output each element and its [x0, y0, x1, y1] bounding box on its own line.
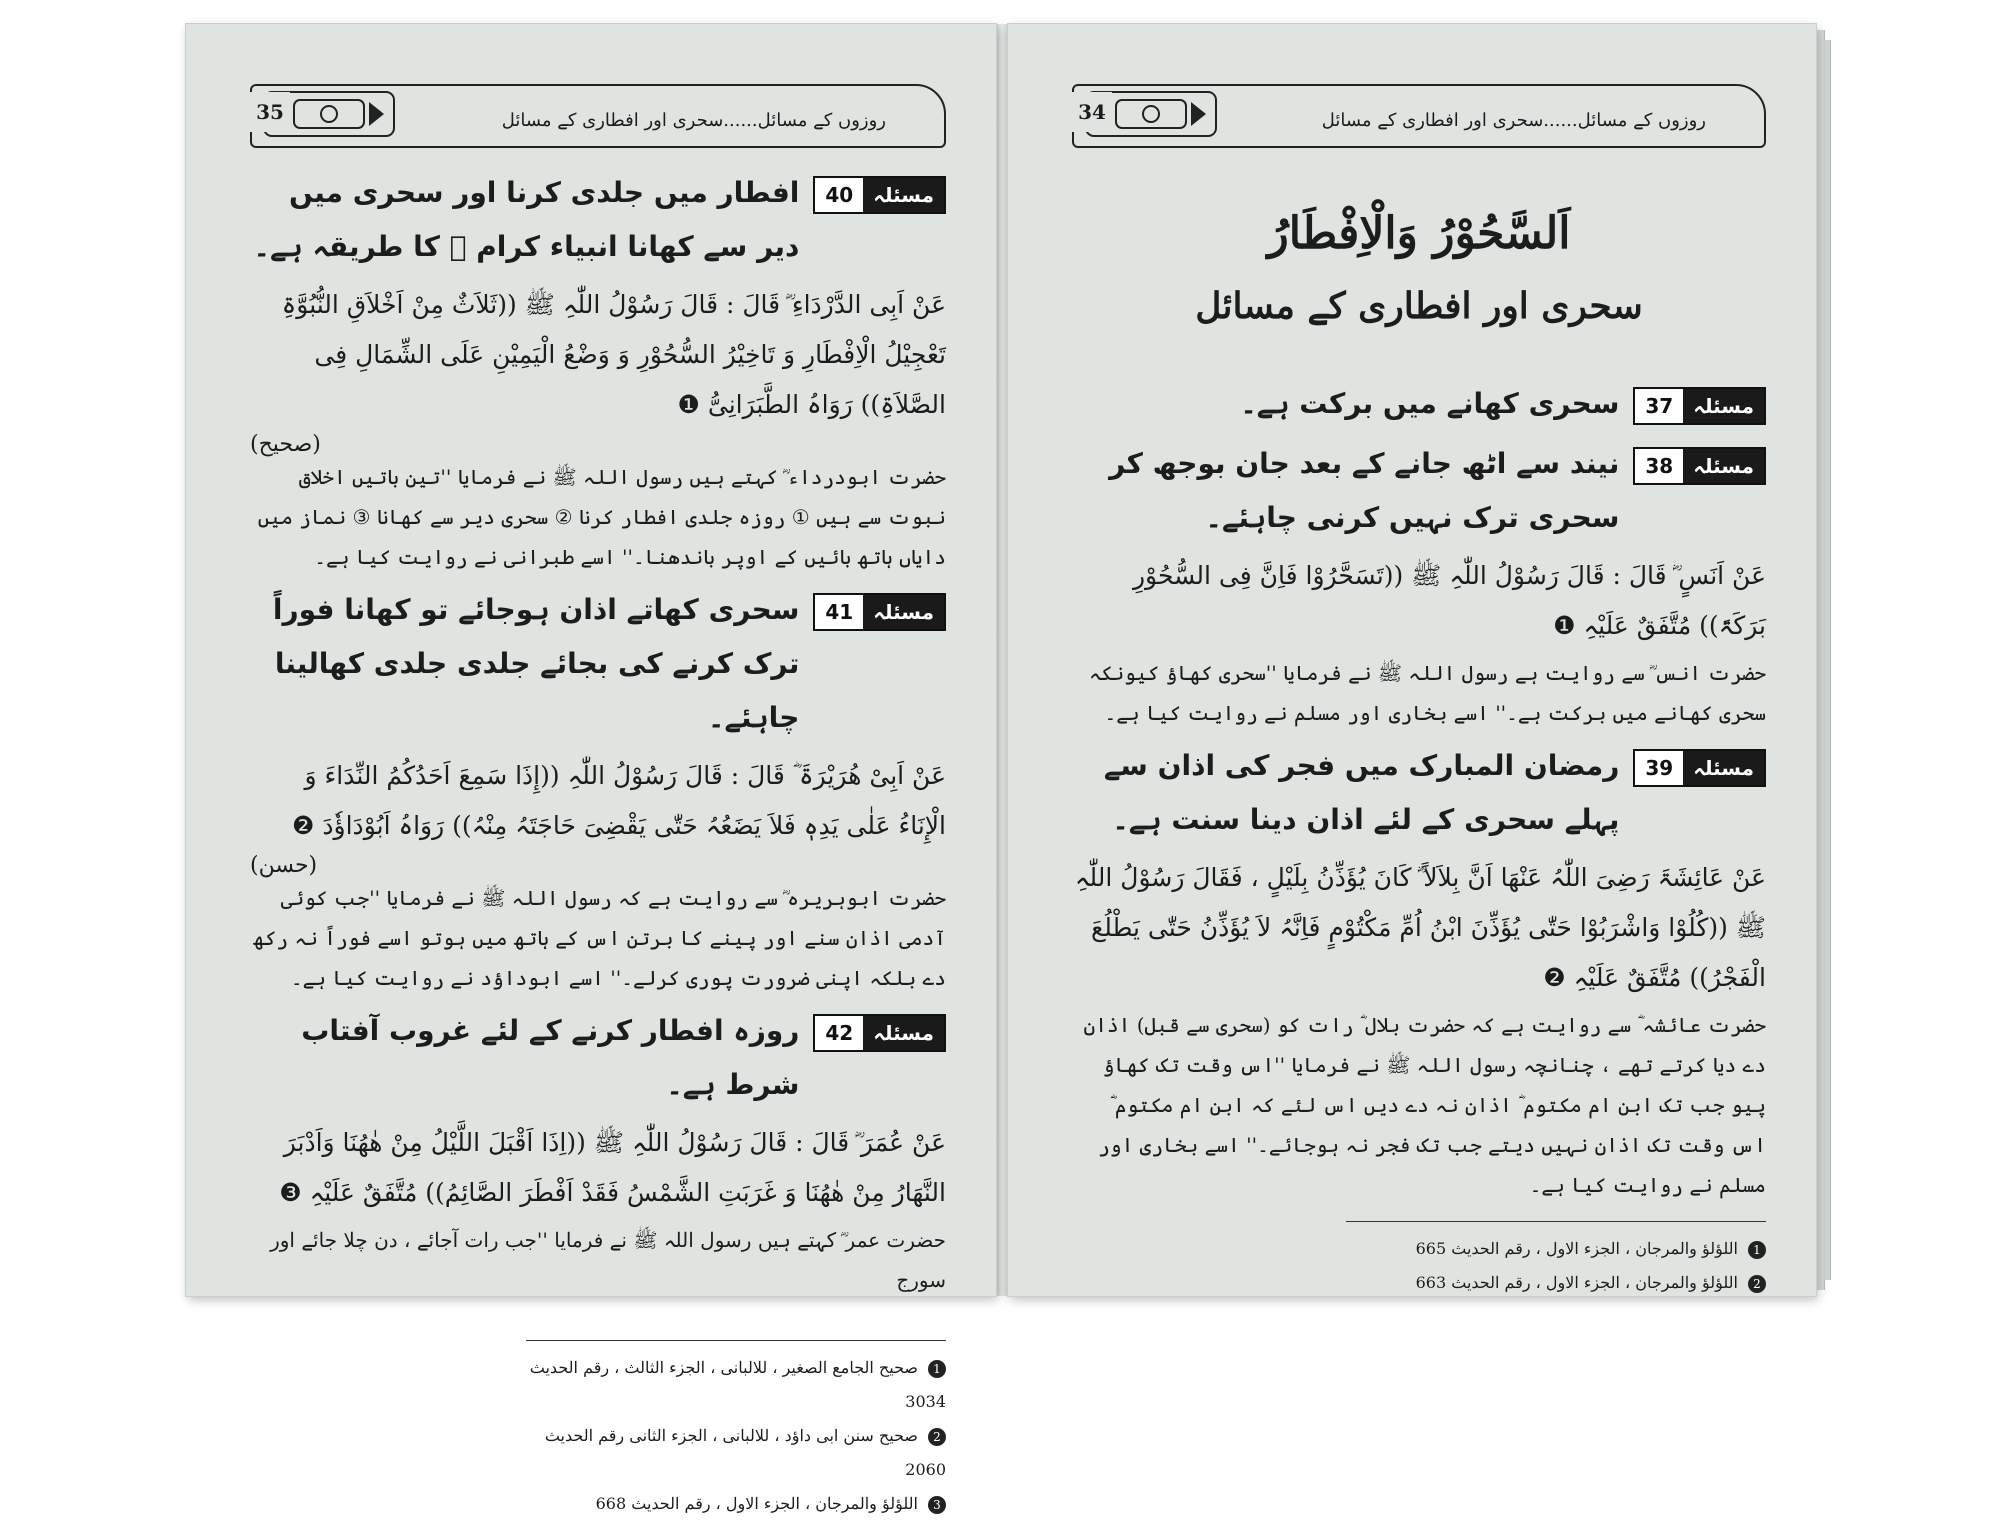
masla-badge [1633, 387, 1766, 425]
hadith-translation: حضرت ابوہریرہ ؓ سے روایت ہے کہ رسول اللہ ﷺ نے فرمایا ''جب کوئی آدمی اذان سنے اور پینے کا برتن اس کے ہاتھ میں ہوتو اسے فوراً نہ رکھ دے بلکہ اپنی ضرورت پوری کرلے۔'' اسے ابوداؤد نے روایت کیا ہے۔ [252, 886, 946, 990]
masla-label: مسئلہ [1683, 449, 1764, 483]
hadith-arabic: عَنْ اَبِی الدَّرْدَاءِ ؓ قَالَ : قَالَ رَسُوْلُ اللّٰہِ ﷺ ((ثَلاَثٌ مِنْ اَخْلاَقِ النُّبُوَّۃِ تَعْجِیْلُ الْاِفْطَارِ وَ تَاخِیْرُ السُّحُوْرِ وَ وَضْعُ الْیَمِیْنِ عَلَی الشِّمَالِ فِی الصَّلاَۃِ)) رَوَاہُ الطَّبَرَانِیُّ ❶ [281, 290, 946, 419]
footnote: 2اللؤلؤ والمرجان ، الجزء الاول ، رقم الحدیث 663 [1346, 1266, 1766, 1300]
hadith-arabic: عَنْ اَنَسٍ ؓ قَالَ : قَالَ رَسُوْلُ اللّٰہِ ﷺ ((تَسَحَّرُوْا فَاِنَّ فِی السُّحُوْرِ بَرَکَۃً)) مُتَّفَقٌ عَلَیْہِ ❶ [1132, 561, 1766, 640]
masla-37 [1072, 377, 1766, 431]
chapter-title-arabic: اَلسَّحُوْرُ وَالْاِفْطَارُ [1267, 208, 1571, 259]
masla-badge [813, 1014, 946, 1052]
masla-number: 38 [1635, 449, 1683, 483]
page-number: 35 [250, 92, 290, 132]
masla-heading: نیند سے اٹھ جانے کے بعد جان بوجھ کر سحری ترک نہیں کرنی چاہئے۔ [1109, 447, 1620, 534]
masla-heading: سحری کھانے میں برکت ہے۔ [1240, 387, 1620, 420]
hadith-translation: حضرت انس ؓ سے روایت ہے رسول اللہ ﷺ نے فرمایا ''سحری کھاؤ کیونکہ سحری کھانے میں برکت ہے۔'' اسے بخاری اور مسلم نے روایت کیا ہے۔ [1089, 661, 1766, 725]
masla-label: مسئلہ [863, 1016, 944, 1050]
masla-41 [250, 583, 946, 745]
masla-39 [1072, 739, 1766, 847]
masla-label: مسئلہ [863, 595, 944, 629]
masla-number: 40 [815, 178, 863, 212]
hadith-translation: حضرت ابودرداء ؓ کہتے ہیں رسول اللہ ﷺ نے فرمایا ''تین باتیں اخلاق نبوت سے ہیں ① روزہ جلدی افطار کرنا ② سحری دیر سے کھانا ③ نماز میں دایاں ہاتھ بائیں کے اوپر باندھنا۔'' اسے طبرانی نے روایت کیا ہے۔ [257, 465, 946, 569]
masla-badge [813, 176, 946, 214]
masla-heading: رمضان المبارک میں فجر کی اذان سے پہلے سحری کے لئے اذان دینا سنت ہے۔ [1103, 749, 1620, 836]
hadith-grade: (صحیح) [250, 432, 321, 457]
footnote: 1صحیح الجامع الصغیر ، للالبانی ، الجزء الثالث ، رقم الحدیث 3034 [529, 1358, 946, 1411]
chapter-title-urdu: سحری اور افطاری کے مسائل [1195, 285, 1643, 327]
masla-label: مسئلہ [1683, 751, 1764, 785]
footnote: 3اللؤلؤ والمرجان ، الجزء الاول ، رقم الحدیث 668 [526, 1487, 946, 1521]
hadith-arabic: عَنْ اَبِیْ ھُرَیْرَۃَ ؓ قَالَ : قَالَ رَسُوْلُ اللّٰہِ ((إِذَا سَمِعَ اَحَدُکُمُ النِّدَاءَ وَ الْإِنَاءُ عَلٰی یَدِہٖ فَلاَ یَضَعُہُ حَتّٰی یَقْضِیَ حَاجَتَہُ مِنْہُ)) رَوَاہُ اَبُوْدَاؤٗدَ ❷ [292, 761, 946, 840]
right-page [1008, 24, 1816, 1296]
masla-number: 37 [1635, 389, 1683, 423]
hadith-arabic: عَنْ عَائِشَۃَ رَضِیَ اللّٰہُ عَنْھَا اَنَّ بِلاَلاً ؓ کَانَ یُؤَذِّنُ بِلَیْلٍ ، فَقَالَ رَسُوْلُ اللّٰہِ ﷺ ((کُلُوْا وَاشْرَبُوْا حَتّٰی یُؤَذِّنَ ابْنُ اُمِّ مَکْتُوْمٍ فَاِنَّہُ لاَ یُؤَذِّنُ حَتّٰی یَطْلُعَ الْفَجْرُ)) مُتَّفَقٌ عَلَیْہِ ❷ [1074, 863, 1766, 992]
masla-42 [250, 1004, 946, 1112]
masla-38 [1072, 437, 1766, 545]
footnotes [526, 1340, 946, 1521]
hadith-grade: (حسن) [250, 853, 318, 878]
masla-badge [813, 593, 946, 631]
header-title: روزوں کے مسائل......سحری اور افطاری کے مسائل [1321, 110, 1706, 131]
page-number: 34 [1072, 92, 1112, 132]
masla-heading: افطار میں جلدی کرنا اور سحری میں دیر سے کھانا انبیاء کرام ﷤ کا طریقہ ہے۔ [253, 176, 800, 263]
hadith-translation: حضرت عائشہ ؓ سے روایت ہے کہ حضرت بلال ؓ رات کو (سحری سے قبل) اذان دے دیا کرتے تھے ، چنانچہ رسول اللہ ﷺ نے فرمایا ''اس وقت تک کھاؤ پیو جب تک ابن ام مکتوم ؓ اذان نہ دے دیں اس لئے کہ ابن ام مکتوم ؓ اس وقت تک اذان نہیں دیتے جب تک فجر نہ ہوجائے۔'' اسے بخاری اور مسلم نے روایت کیا ہے۔ [1083, 1013, 1766, 1197]
masla-badge [1633, 447, 1766, 485]
masla-40 [250, 166, 946, 274]
masla-number: 42 [815, 1016, 863, 1050]
footnote: 2صحیح سنن ابی داؤد ، للالبانی ، الجزء الثانی رقم الحدیث 2060 [544, 1426, 946, 1479]
header-title: روزوں کے مسائل......سحری اور افطاری کے مسائل [501, 110, 886, 131]
masla-label: مسئلہ [1683, 389, 1764, 423]
hadith-translation: حضرت عمر ؓ کہتے ہیں رسول اللہ ﷺ نے فرمایا ''جب رات آجائے ، دن چلا جائے اور سورج [270, 1228, 946, 1292]
footnotes [1346, 1221, 1766, 1300]
masla-heading: سحری کھاتے اذان ہوجائے تو کھانا فوراً ترک کرنے کی بجائے جلدی جلدی کھالینا چاہئے۔ [272, 593, 800, 734]
footnote: 1اللؤلؤ والمرجان ، الجزء الاول ، رقم الحدیث 665 [1346, 1232, 1766, 1266]
masla-number: 39 [1635, 751, 1683, 785]
masla-number: 41 [815, 595, 863, 629]
masla-badge [1633, 749, 1766, 787]
left-page [186, 24, 996, 1513]
page-edge [1824, 40, 1831, 1280]
masla-label: مسئلہ [863, 178, 944, 212]
page-header [1072, 84, 1766, 148]
page-header [250, 84, 946, 148]
masla-heading: روزہ افطار کرنے کے لئے غروب آفتاب شرط ہے۔ [301, 1014, 800, 1101]
hadith-arabic: عَنْ عُمَرَ ؓ قَالَ : قَالَ رَسُوْلُ اللّٰہِ ﷺ ((اِذَا اَقْبَلَ اللَّیْلُ مِنْ ھٰھُنَا وَاَدْبَرَ النَّھَارُ مِنْ ھٰھُنَا وَ غَرَبَتِ الشَّمْسُ فَقَدْ اَفْطَرَ الصَّائِمُ)) مُتَّفَقٌ عَلَیْہِ ❸ [279, 1128, 946, 1207]
